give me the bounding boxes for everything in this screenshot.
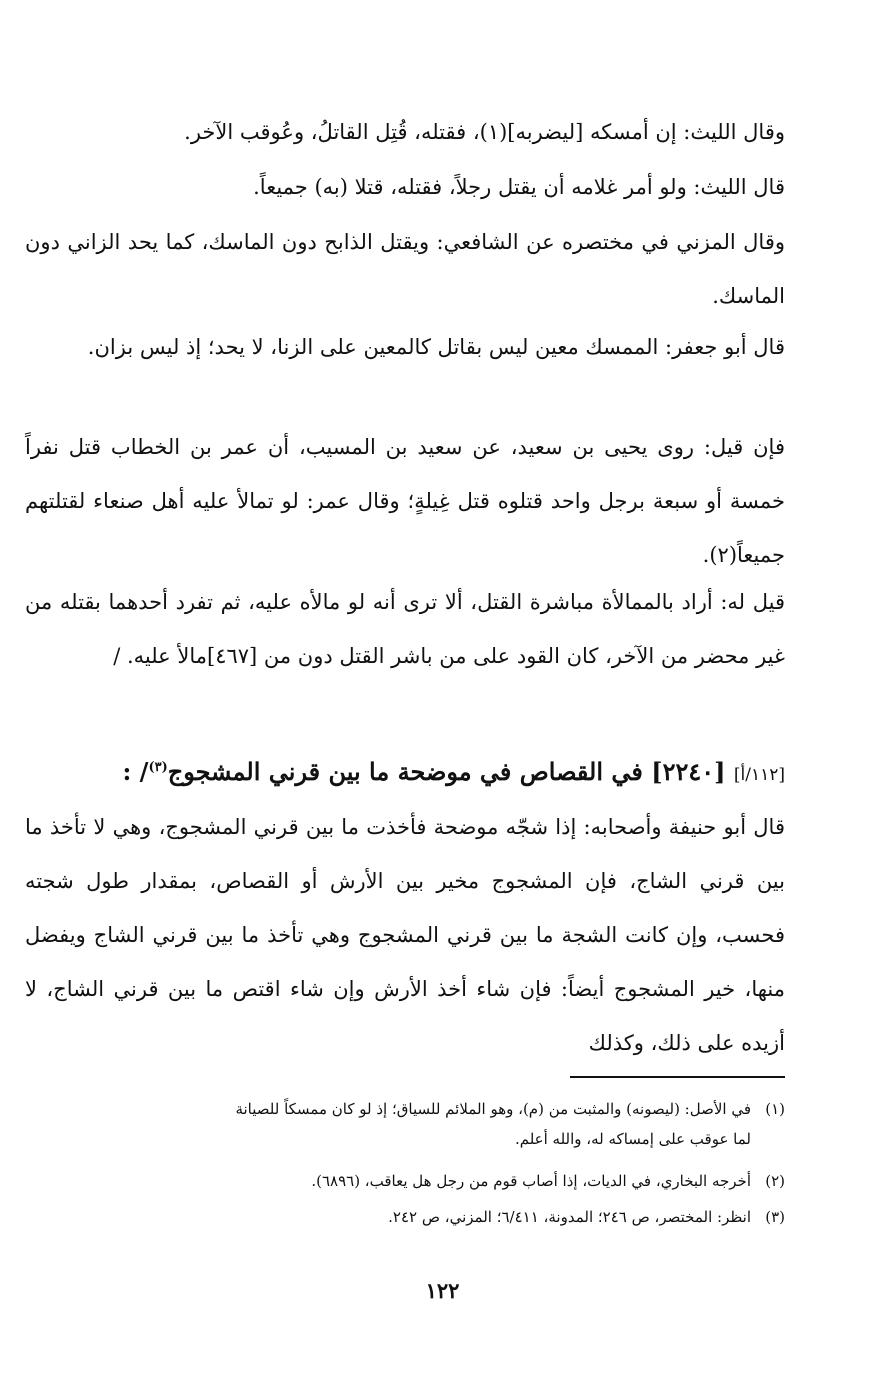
paragraph-4: قال أبو جعفر: الممسك معين ليس بقاتل كالمعين على الزنا، لا يحد؛ إذ ليس بزان.	[87, 335, 785, 359]
body-paragraph: قال أبو حنيفة وأصحابه: إذا شجّه موضحة فأخذت ما بين قرني المشجوج، وهي لا تأخذ ما بين قرني الشاج، فإن المشجوج مخير بين الأرش أو القصاص، بمقدار طول شجته فحسب، وإن كانت الشجة ما بين قرني المشجوج وهي تأخذ ما بين قرني الشاج ويفضل منها، خير المشجوج أيضاً: فإن شاء أخذ الأرش وإن شاء اقتص ما بين قرني الشاج، لا أزيده على ذلك، وكذلك	[25, 815, 785, 1055]
folio-reference: [١١٢/أ]	[733, 765, 785, 785]
section-heading	[25, 748, 785, 795]
section-title: في القصاص في موضحة ما بين قرني المشجوج	[167, 757, 643, 786]
footnote-number: (٣)	[765, 1208, 785, 1226]
footnote-3	[25, 1202, 785, 1232]
paragraph-3: وقال المزني في مختصره عن الشافعي: ويقتل الذابح دون الماسك، كما يحد الزاني دون الماسك.	[25, 230, 785, 308]
footnote-number: (٢)	[765, 1172, 785, 1190]
page-number: ١٢٢	[425, 1278, 460, 1303]
footnote-2	[25, 1166, 785, 1196]
footnote-text: انظر: المختصر، ص ٢٤٦؛ المدونة، ٦/٤١١؛ المزني، ص ٢٤٢.	[388, 1208, 751, 1226]
paragraph-6: قيل له: أراد بالممالأة مباشرة القتل، ألا ترى أنه لو مالأه عليه، ثم تفرد أحدهما بقتله من غير محضر من الآخر، كان القود على من باشر القتل دون من [٤٦٧]مالأ عليه. /	[25, 590, 785, 668]
footnote-divider	[570, 1076, 785, 1078]
section-number: [٢٢٤٠]	[651, 757, 726, 786]
footnote-number: (١)	[765, 1100, 785, 1118]
paragraph-1: وقال الليث: إن أمسكه [ليضربه](١)، فقتله، قُتِل القاتلُ، وعُوقب الآخر.	[184, 120, 785, 144]
paragraph-2: قال الليث: ولو أمر غلامه أن يقتل رجلاً، فقتله، قتلا (به) جميعاً.	[253, 175, 785, 199]
footnote-text: في الأصل: (ليصونه) والمثبت من (م)، وهو الملائم للسياق؛ إذ لو كان ممسكاً للصيانة	[235, 1100, 751, 1118]
heading-tail: / :	[122, 757, 149, 786]
footnote-1	[25, 1094, 785, 1154]
footnote-text: أخرجه البخاري، في الديات، إذا أصاب قوم من رجل هل يعاقب، (٦٨٩٦).	[311, 1172, 751, 1190]
paragraph-5: فإن قيل: روى يحيى بن سعيد، عن سعيد بن المسيب، أن عمر بن الخطاب قتل نفراً خمسة أو سبعة برجل واحد قتلوه قتل غِيلةٍ؛ وقال عمر: لو تمالأ عليه أهل صنعاء لقتلتهم جميعاً(٢).	[25, 435, 785, 567]
footnote-text-continued: لما عوقب على إمساكه له، والله أعلم.	[514, 1130, 751, 1148]
footnote-mark: (٣)	[148, 760, 168, 775]
